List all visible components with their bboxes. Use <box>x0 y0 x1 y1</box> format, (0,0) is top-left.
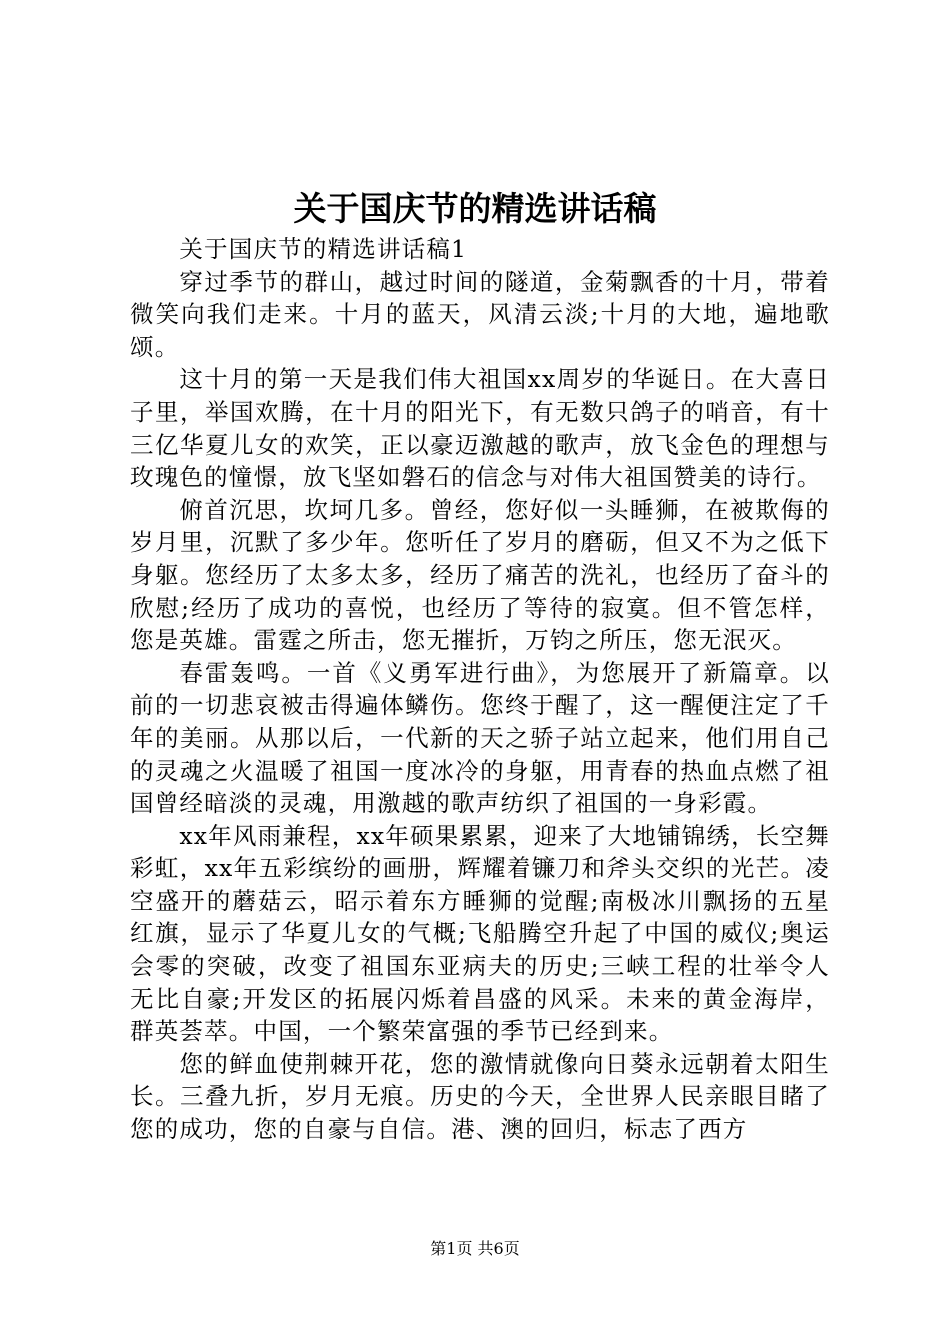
paragraph: 穿过季节的群山，越过时间的隧道，金菊飘香的十月，带着微笑向我们走来。十月的蓝天，风清云淡;十月的大地，遍地歌颂。 <box>130 267 830 361</box>
page-number-footer: 第1页 共6页 <box>430 1239 520 1258</box>
paragraph: 俯首沉思，坎坷几多。曾经，您好似一头睡狮，在被欺侮的岁月里，沉默了多少年。您听任了岁月的磨砺，但又不为之低下身躯。您经历了太多太多，经历了痛苦的洗礼，也经历了奋斗的欣慰;经历了成功的喜悦，也经历了等待的寂寞。但不管怎样，您是英雄。雷霆之所击，您无摧折，万钧之所压，您无泯灭。 <box>130 495 830 655</box>
document-body <box>130 233 830 1146</box>
document-title: 关于国庆节的精选讲话稿 <box>293 189 657 228</box>
paragraph: 您的鲜血使荆棘开花，您的激情就像向日葵永远朝着太阳生长。三叠九折，岁月无痕。历史的今天，全世界人民亲眼目睹了您的成功，您的自豪与自信。港、澳的回归，标志了西方 <box>130 1049 830 1144</box>
paragraph: 这十月的第一天是我们伟大祖国xx周岁的华诞日。在大喜日子里，举国欢腾，在十月的阳光下，有无数只鸽子的哨音，有十三亿华夏儿女的欢笑，正以豪迈激越的歌声，放飞金色的理想与玫瑰色的憧憬，放飞坚如磐石的信念与对伟大祖国赞美的诗行。 <box>130 365 830 492</box>
paragraph-subtitle: 关于国庆节的精选讲话稿1 <box>179 235 468 263</box>
paragraph: 春雷轰鸣。一首《义勇军进行曲》，为您展开了新篇章。以前的一切悲哀被击得遍体鳞伤。您终于醒了，这一醒便注定了千年的美丽。从那以后，一代新的天之骄子站立起来，他们用自己的灵魂之火温暖了祖国一度冰冷的身躯，用青春的热血点燃了祖国曾经暗淡的灵魂，用激越的歌声纺织了祖国的一身彩霞。 <box>130 658 830 818</box>
paragraph: xx年风雨兼程，xx年硕果累累，迎来了大地铺锦绣，长空舞彩虹，xx年五彩缤纷的画册，辉耀着镰刀和斧头交织的光芒。凌空盛开的蘑菇云，昭示着东方睡狮的觉醒;南极冰川飘扬的五星红旗，显示了华夏儿女的气概;飞船腾空升起了中国的威仪;奥运会零的突破，改变了祖国东亚病夫的历史;三峡工程的壮举令人无比自豪;开发区的拓展闪烁着昌盛的风采。未来的黄金海岸，群英荟萃。中国，一个繁荣富强的季节已经到来。 <box>130 821 830 1046</box>
